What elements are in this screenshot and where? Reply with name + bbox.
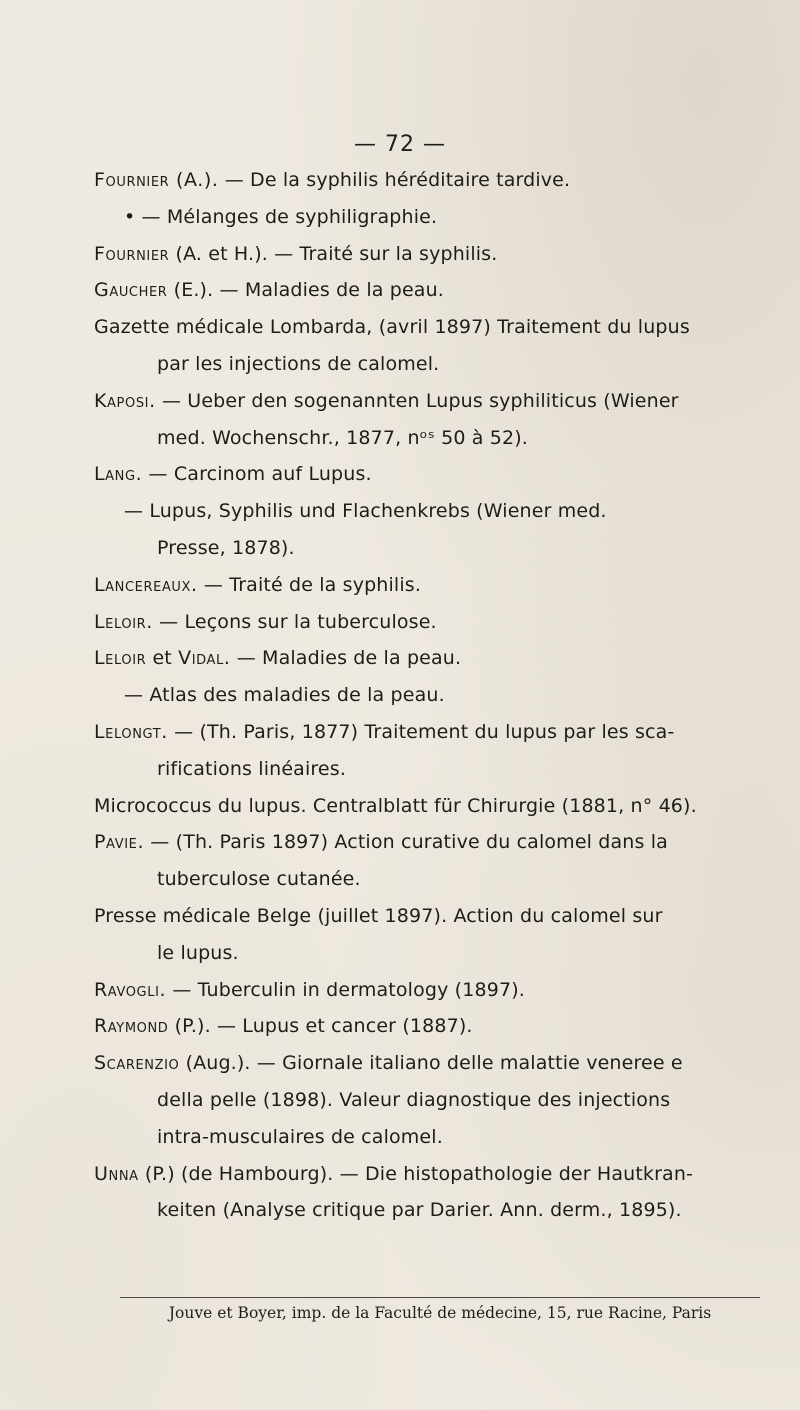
- entry-continuation: rifications linéaires.: [157, 757, 347, 780]
- entry-text: (E.). — Maladies de la peau.: [167, 279, 444, 302]
- bibliography-entry: [94, 824, 784, 898]
- entry-author: Ravogli.: [94, 978, 167, 1001]
- bibliography-entry: [94, 788, 784, 825]
- entry-text: (A. et H.). — Traité sur la syphilis.: [169, 242, 498, 265]
- entry-continuation: intra-musculaires de calomel.: [157, 1125, 443, 1148]
- entry-text: • — Mélanges de syphiligraphie.: [124, 205, 438, 228]
- entry-text: — Maladies de la peau.: [230, 647, 462, 670]
- entry-author: Fournier: [94, 242, 170, 265]
- printer-imprint: Jouve et Boyer, imp. de la Faculté de médecine, 15, rue Racine, Paris: [168, 1304, 712, 1322]
- entry-continuation: keiten (Analyse critique par Darier. Ann. derm., 1895).: [157, 1199, 682, 1222]
- bibliography-entry: [94, 272, 784, 309]
- entry-author: Pavie.: [94, 831, 145, 854]
- bibliography-entry: [94, 309, 784, 383]
- page-number: — 72 —: [354, 132, 446, 157]
- entry-author: Leloir: [94, 647, 147, 670]
- bibliography-entry: [94, 714, 784, 788]
- footer-rule: [120, 1297, 760, 1298]
- bibliography-entry: [94, 456, 784, 493]
- entry-text: — De la syphilis héréditaire tardive.: [218, 169, 571, 191]
- entry-text: Presse médicale Belge (juillet 1897). Action du calomel sur: [94, 904, 663, 927]
- bibliography-entry: [94, 1008, 784, 1045]
- entry-text: — Atlas des maladies de la peau.: [124, 684, 445, 707]
- bibliography-entry: [94, 898, 784, 972]
- entry-author: Gaucher: [94, 279, 168, 302]
- entry-text: — Lupus, Syphilis und Flachenkrebs (Wiener med.: [124, 500, 607, 523]
- entry-text: — (Th. Paris, 1877) Traitement du lupus par les sca-: [167, 720, 675, 743]
- entry-text: — Ueber den sogenannten Lupus syphiliticus (Wiener: [155, 389, 679, 412]
- entry-author: Lelongt.: [94, 720, 168, 743]
- entry-text: (Aug.). — Giornale italiano delle malattie veneree e: [179, 1052, 683, 1075]
- entry-text: Gazette médicale Lombarda, (avril 1897) Traitement du lupus: [94, 316, 690, 339]
- bibliography-entry: [94, 162, 784, 199]
- bibliography-entry: [94, 640, 784, 677]
- entry-text: et: [146, 647, 179, 670]
- entry-text: — (Th. Paris 1897) Action curative du calomel dans la: [144, 831, 668, 854]
- entry-continuation: le lupus.: [157, 941, 239, 964]
- entry-author: Kaposi.: [94, 389, 156, 412]
- entry-author: Lancereaux.: [94, 573, 198, 596]
- bibliography-entry: [94, 604, 784, 641]
- bibliography-entry: [94, 236, 784, 273]
- entry-continuation: med. Wochenschr., 1877, nᵒˢ 50 à 52).: [157, 426, 528, 449]
- bibliography-entry: [94, 493, 784, 567]
- entry-coauthor: Vidal.: [178, 647, 231, 670]
- entry-author: Scarenzio: [94, 1052, 180, 1075]
- entry-continuation: tuberculose cutanée.: [157, 868, 361, 891]
- entry-author: Lang.: [94, 463, 143, 486]
- entry-author: Unna: [94, 1162, 139, 1185]
- entry-author: Leloir.: [94, 610, 153, 633]
- entry-continuation: Presse, 1878).: [157, 536, 295, 559]
- bibliography-list: [94, 162, 784, 1229]
- bibliography-entry: [94, 972, 784, 1009]
- entry-text: (P.). — Lupus et cancer (1887).: [168, 1015, 473, 1038]
- entry-text: Micrococcus du lupus. Centralblatt für Chirurgie (1881, n° 46).: [94, 794, 697, 817]
- bibliography-entry: [94, 677, 784, 714]
- entry-text: — Traité de la syphilis.: [197, 573, 422, 596]
- entry-text: (P.) (de Hambourg). — Die histopathologie der Hautkran-: [138, 1162, 694, 1185]
- bibliography-entry: [94, 1156, 784, 1230]
- entry-continuation: par les injections de calomel.: [157, 352, 440, 375]
- entry-text: — Leçons sur la tuberculose.: [152, 610, 437, 633]
- entry-continuation: della pelle (1898). Valeur diagnostique des injections: [157, 1088, 671, 1111]
- bibliography-entry: [94, 1045, 784, 1155]
- entry-author: Raymond: [94, 1015, 169, 1038]
- bibliography-entry: [94, 199, 784, 236]
- entry-text: — Carcinom auf Lupus.: [142, 463, 372, 486]
- entry-author: Fournier (A.).: [94, 169, 219, 191]
- entry-text: — Tuberculin in dermatology (1897).: [166, 978, 525, 1001]
- bibliography-entry: [94, 383, 784, 457]
- bibliography-entry: [94, 567, 784, 604]
